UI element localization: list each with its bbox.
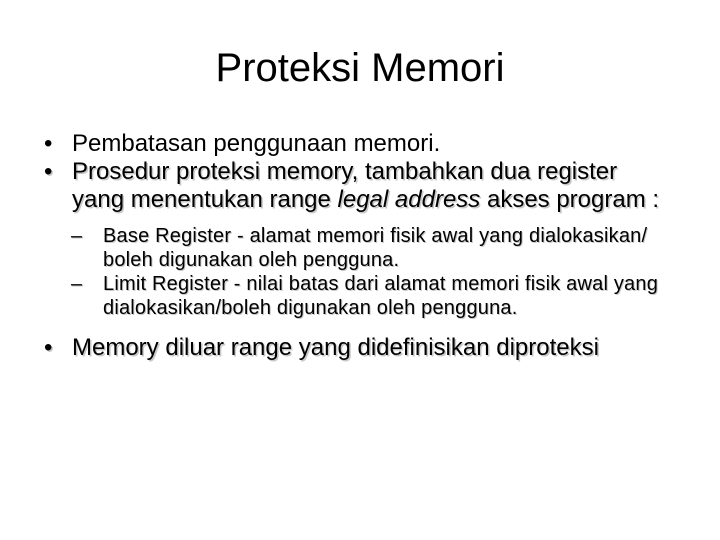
italic-term: legal address [337,186,481,213]
bullet-item [44,158,674,214]
bullet-text: Pembatasan penggunaan memori. [72,130,441,157]
sub-bullet-text: Base Register - alamat memori fisik awal yang dialokasikan/ boleh digunakan oleh pengguna. [103,225,648,271]
sub-bullet-text: Limit Register - nilai batas dari alamat memori fisik awal yang dialokasikan/boleh digunakan oleh pengguna. [103,273,659,319]
bullet-icon: • [44,130,53,157]
bullet-list [44,130,674,362]
bullet-text: Memory diluar range yang didefinisikan diproteksi [72,334,599,361]
bullet-icon: • [44,334,53,361]
sub-bullet-item [44,224,674,272]
bullet-text: Prosedur proteksi memory, tambahkan dua register yang menentukan range legal address akses program : [72,158,660,213]
bullet-item [44,334,674,362]
bullet-item [44,130,674,158]
bullet-icon: • [44,158,53,185]
sub-bullet-item [44,272,674,320]
dash-icon: – [71,273,83,295]
dash-icon: – [71,225,83,247]
page-title: Proteksi Memori [215,46,505,90]
